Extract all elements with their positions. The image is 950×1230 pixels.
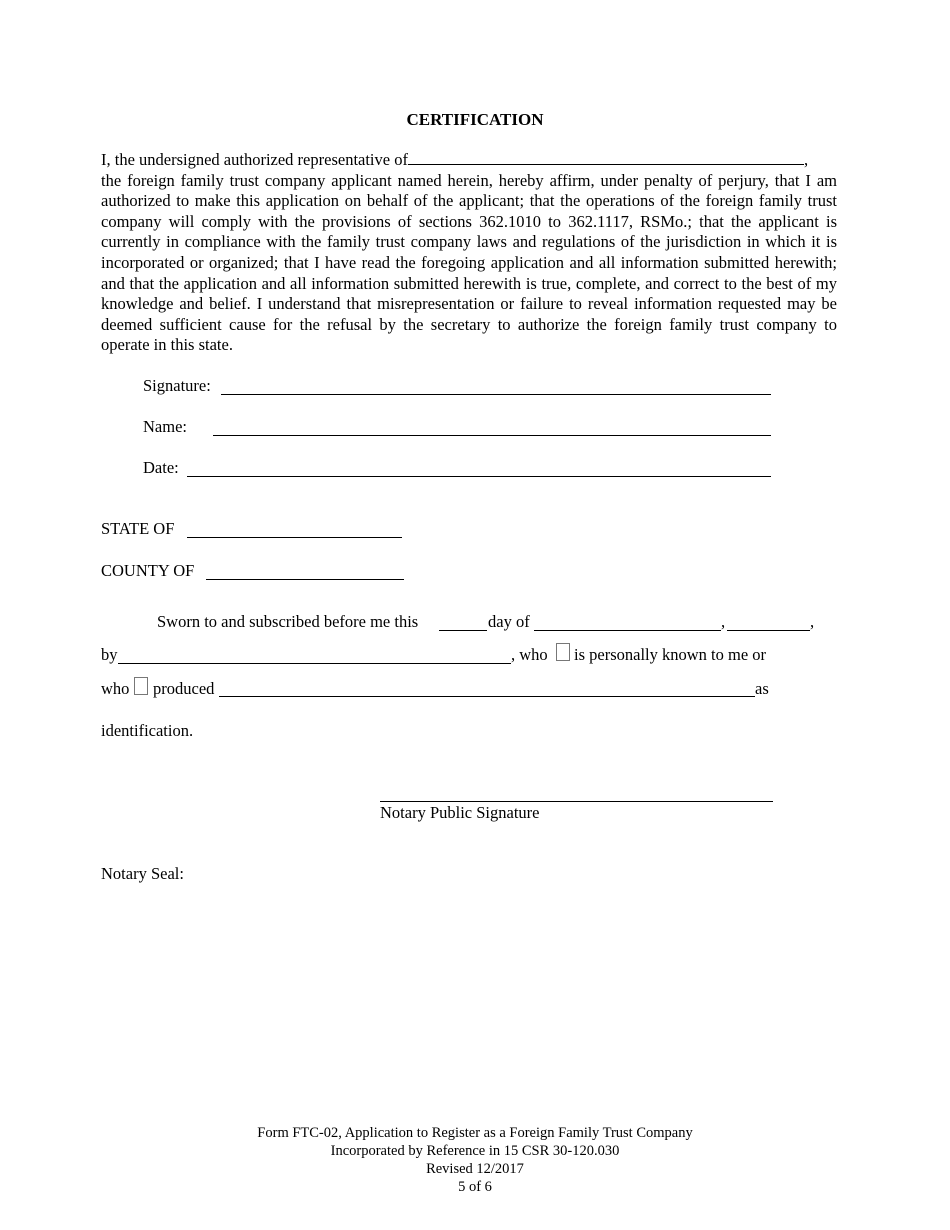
- day-field[interactable]: [439, 630, 487, 631]
- notary-seal-label: Notary Seal:: [101, 864, 184, 883]
- notary-signature-label: Notary Public Signature: [380, 803, 540, 822]
- produced-label: produced: [153, 679, 215, 698]
- signature-label: Signature:: [143, 376, 211, 395]
- footer-form-title: Form FTC-02, Application to Register as a Foreign Family Trust Company: [257, 1125, 693, 1141]
- page-number: 5 of 6: [458, 1179, 492, 1195]
- notary-signature-field[interactable]: [380, 801, 773, 802]
- date-label: Date:: [143, 458, 179, 477]
- page-title: CERTIFICATION: [406, 110, 544, 129]
- year-field[interactable]: [727, 630, 810, 631]
- state-field[interactable]: [187, 537, 402, 538]
- identification-field[interactable]: [219, 696, 755, 697]
- state-label: STATE OF: [101, 519, 175, 538]
- name-field[interactable]: [213, 435, 771, 436]
- by-name-field[interactable]: [118, 663, 511, 664]
- representative-line: [101, 150, 837, 171]
- month-field[interactable]: [534, 630, 721, 631]
- who-label-2: who: [101, 679, 130, 698]
- date-field[interactable]: [187, 476, 771, 477]
- identification-label: identification.: [101, 721, 194, 740]
- representative-lead-end: ,: [803, 150, 809, 169]
- name-label: Name:: [143, 417, 187, 436]
- county-field[interactable]: [206, 579, 404, 580]
- footer-reference: Incorporated by Reference in 15 CSR 30-120.030: [330, 1143, 620, 1159]
- county-label: COUNTY OF: [101, 561, 195, 580]
- signature-field[interactable]: [221, 394, 771, 395]
- personally-known-checkbox[interactable]: [556, 643, 570, 661]
- day-of-label: day of: [488, 612, 530, 631]
- footer-revision: Revised 12/2017: [426, 1161, 524, 1177]
- representative-lead: I, the undersigned authorized representative of: [101, 150, 408, 169]
- sworn-intro: Sworn to and subscribed before me this: [157, 612, 419, 631]
- footer: [0, 1124, 950, 1196]
- certification-paragraph: [101, 150, 837, 356]
- produced-id-checkbox[interactable]: [134, 677, 148, 695]
- comma-1: ,: [721, 612, 726, 631]
- certification-body: the foreign family trust company applicant named herein, hereby affirm, under penalty of perjury, that I am authorized to make this application on behalf of the applicant; that the operations of the foreign family trust company will comply with the provisions of sections 362.1010 to 362.1117, RSMo.; that the applicant is currently in compliance with the family trust company laws and regulations of the jurisdiction in which it is incorporated or organized; that I have read the foregoing application and all information submitted herewith; and that the application and all information submitted herewith is true, complete, and correct to the best of my knowledge and belief. I understand that misrepresentation or failure to reveal information requested may be deemed sufficient cause for the refusal by the secretary to authorize the foreign family trust company to operate in this state.: [101, 170, 837, 355]
- who-label-1: , who: [511, 645, 548, 664]
- as-label: as: [755, 679, 769, 698]
- company-name-field[interactable]: [408, 150, 804, 165]
- by-label: by: [101, 645, 118, 664]
- personally-known-label: is personally known to me or: [574, 645, 767, 664]
- comma-2: ,: [810, 612, 815, 631]
